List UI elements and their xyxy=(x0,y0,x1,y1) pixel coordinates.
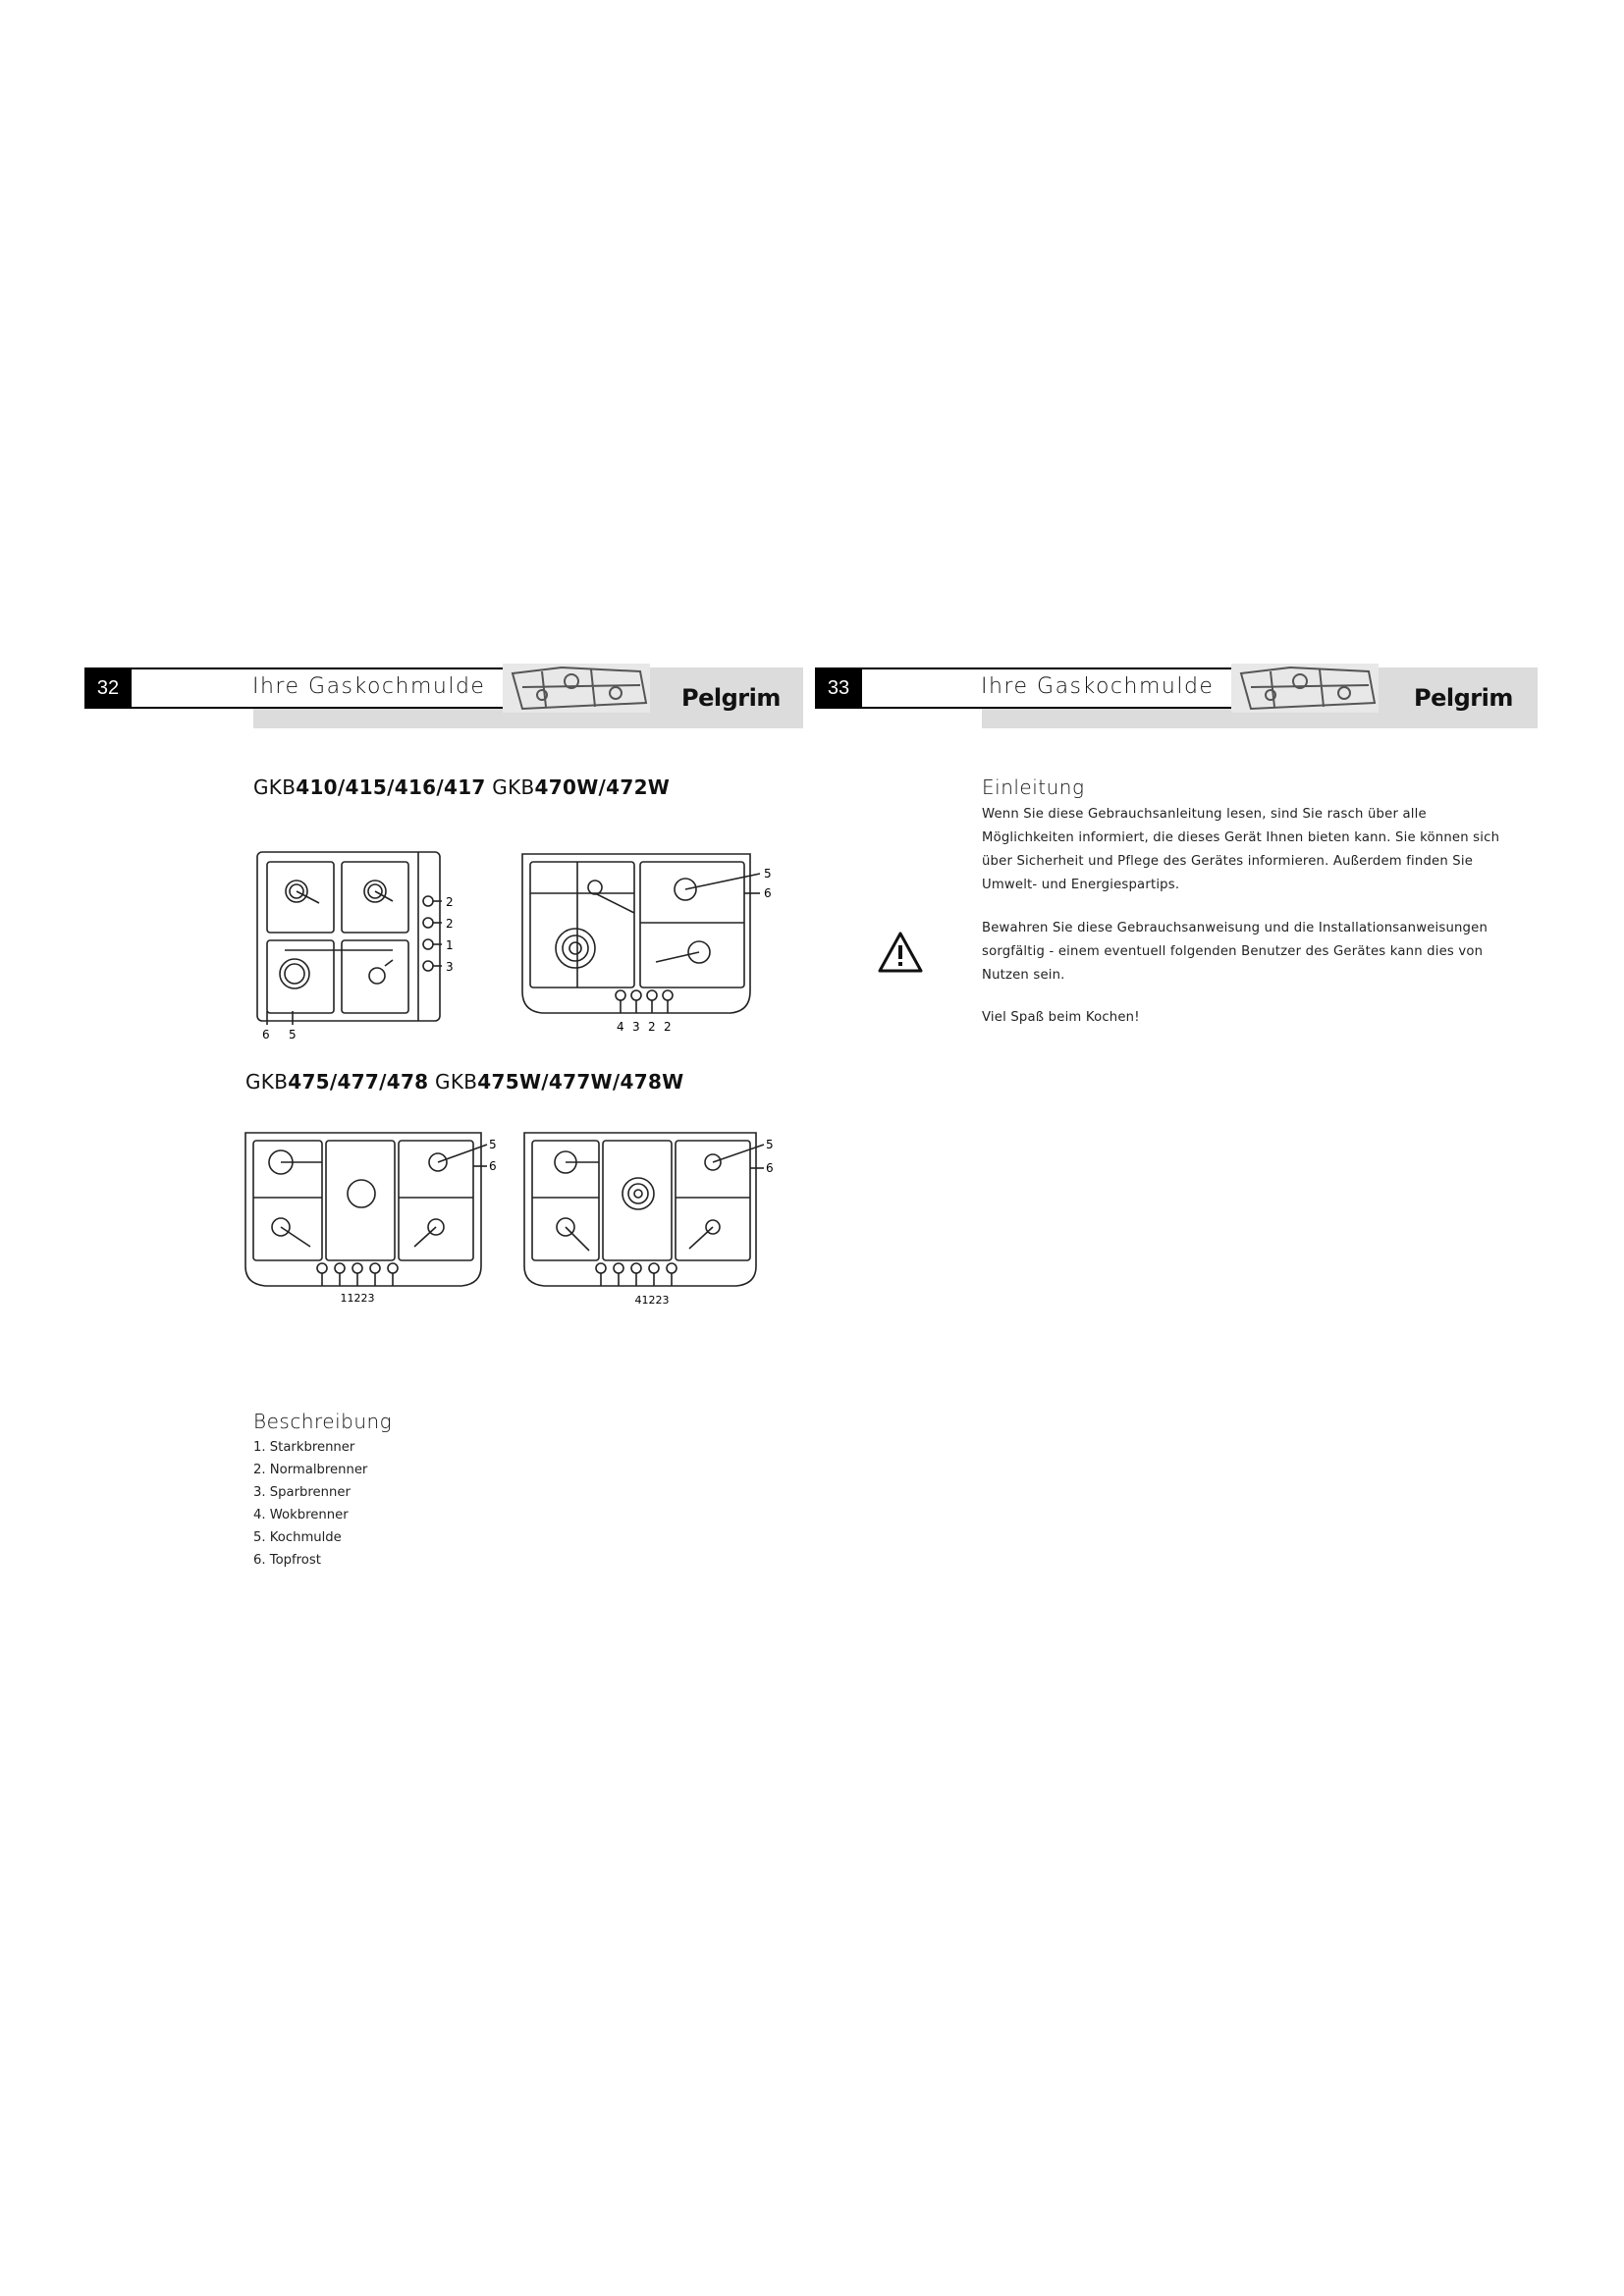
diagram2-label-r2: 6 xyxy=(764,886,772,900)
model-heading-row2: GKB475/477/478 GKB475W/477W/478W xyxy=(245,1070,684,1094)
warning-triangle-icon xyxy=(877,931,924,974)
hob-diagram-3 xyxy=(242,1129,507,1315)
brand-logo-left: Pelgrim xyxy=(681,684,781,712)
diagram2-label-b2: 3 xyxy=(632,1020,640,1034)
description-list xyxy=(253,1436,367,1572)
diagram1-label-b1: 6 xyxy=(262,1028,270,1041)
diagram4-label-r1: 5 xyxy=(766,1138,774,1151)
hob-photo-left xyxy=(503,664,650,713)
list-item: 2. Normalbrenner xyxy=(253,1463,368,1477)
intro-paragraph-2: Bewahren Sie diese Gebrauchsanweisung und die Installationsanweisungen sorgfältig - einem eventuell folgenden Benutzer des Gerätes kann dies von Nutzen sein. xyxy=(982,921,1489,983)
diagram1-label-r2: 2 xyxy=(446,917,454,931)
header-title-left: Ihre Gaskochmulde xyxy=(252,674,486,699)
hob-photo-right xyxy=(1231,664,1379,713)
model-heading-row1: GKB410/415/416/417 GKB470W/472W xyxy=(253,775,671,799)
description-title: Beschreibung xyxy=(253,1410,393,1433)
page-number-left: 32 xyxy=(84,667,132,709)
list-item: 6. Topfrost xyxy=(253,1553,321,1568)
list-item: 1. Starkbrenner xyxy=(253,1440,355,1455)
diagram3-label-r1: 5 xyxy=(489,1138,497,1151)
diagram2-label-b1: 4 xyxy=(617,1020,624,1034)
diagram2-label-b4: 2 xyxy=(664,1020,672,1034)
diagram3-label-r2: 6 xyxy=(489,1159,497,1173)
header-title-right: Ihre Gaskochmulde xyxy=(981,674,1215,699)
intro-title: Einleitung xyxy=(982,775,1085,799)
closing-line: Viel Spaß beim Kochen! xyxy=(982,1010,1140,1025)
intro-paragraph-1: Wenn Sie diese Gebrauchsanleitung lesen, sind Sie rasch über alle Möglichkeiten informiert, die dieses Gerät Ihnen bieten kann. Sie können sich über Sicherheit und Pflege des Gerätes informieren. Außerdem finden Sie Umwelt- und Energiespartips. xyxy=(982,807,1500,892)
diagram1-label-r1: 2 xyxy=(446,895,454,909)
diagram1-label-r4: 3 xyxy=(446,960,454,974)
diagram1-label-b2: 5 xyxy=(289,1028,297,1041)
list-item: 4. Wokbrenner xyxy=(253,1508,349,1522)
brand-logo-right: Pelgrim xyxy=(1414,684,1513,712)
hob-diagram-2 xyxy=(518,844,784,1041)
diagram2-label-b3: 2 xyxy=(648,1020,656,1034)
diagram3-code: 11223 xyxy=(340,1292,375,1305)
diagram4-label-r2: 6 xyxy=(766,1161,774,1175)
hob-diagram-4 xyxy=(520,1129,785,1315)
diagram2-label-r1: 5 xyxy=(764,867,772,881)
page-number-right: 33 xyxy=(815,667,862,709)
list-item: 3. Sparbrenner xyxy=(253,1485,351,1500)
list-item: 5. Kochmulde xyxy=(253,1530,342,1545)
diagram1-label-r3: 1 xyxy=(446,938,454,952)
hob-diagram-1 xyxy=(245,844,491,1041)
diagram4-code: 41223 xyxy=(634,1294,670,1307)
